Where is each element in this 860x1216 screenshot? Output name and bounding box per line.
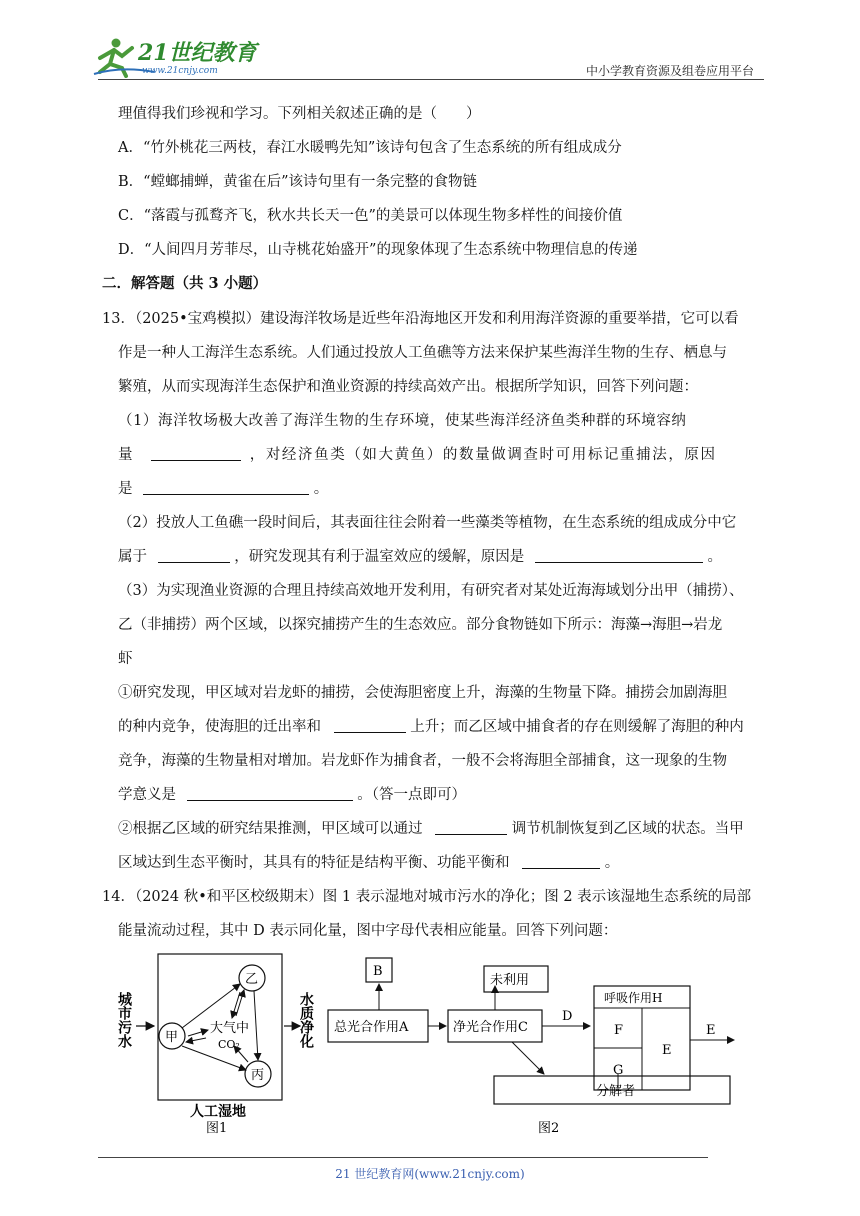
- q13-sub1-line-1: ①研究发现，甲区域对岩龙虾的捕捞，会使海胆密度上升，海藻的生物量下降。捕捞会加剧海胆: [118, 685, 727, 701]
- header-divider: [98, 79, 764, 80]
- fig2-box-unused-label: 未利用: [490, 973, 530, 988]
- fig2-box-g-label: G: [613, 1063, 624, 1078]
- fig2-box-f-label: F: [614, 1023, 624, 1038]
- q14-line-2: 能量流动过程，其中 D 表示同化量，图中字母代表相应能量。回答下列问题：: [118, 923, 618, 939]
- fig1-center-sub: CO₂: [218, 1038, 240, 1051]
- text-fragment: 。（答一点即可）: [357, 787, 466, 803]
- q13-part1-line-3: [118, 479, 328, 499]
- fig1-arrow: [236, 990, 244, 1016]
- text-fragment: 学意义是: [118, 787, 176, 803]
- text-fragment: 调节机制恢复到乙区域的状态。当甲: [511, 821, 744, 837]
- q13-part3-line-3: 虾: [118, 651, 133, 667]
- q13-line-3: 繁殖，从而实现海洋生态保护和渔业资源的持续高效产出。根据所学知识，回答下列问题：: [118, 379, 698, 395]
- answer-blank[interactable]: [151, 446, 241, 461]
- q12-stem-tail: 理值得我们珍视和学习。下列相关叙述正确的是（ ）: [118, 106, 481, 122]
- figures: [110, 950, 740, 1140]
- figure-2: [328, 958, 734, 1136]
- answer-blank[interactable]: [435, 820, 507, 835]
- fig1-input-label: 城市污水: [116, 992, 132, 1048]
- footer-divider: [98, 1157, 708, 1158]
- q13-line-1: 13．（2025•宝鸡模拟）建设海洋牧场是近些年沿海地区开发和利用海洋资源的重要举措，它可以看: [102, 311, 739, 327]
- text-fragment: ，对经济鱼类（如大黄鱼）的数量做调查时可用标记重捕法，原因: [249, 447, 717, 463]
- fig2-box-c-label: 净光合作用C: [453, 1020, 528, 1035]
- answer-blank[interactable]: [522, 854, 600, 869]
- fig2-caption: 图2: [538, 1121, 560, 1136]
- fig1-arrow: [234, 1046, 248, 1062]
- fig1-node-yi-label: 乙: [245, 972, 259, 987]
- text-fragment: 量: [118, 447, 133, 463]
- option-d: D．“人间四月芳菲尽，山寺桃花始盛开”的现象体现了生态系统中物理信息的传递: [118, 242, 638, 258]
- site-logo: [92, 36, 262, 78]
- logo-url: www.21cnjy.com: [142, 66, 218, 76]
- option-c: C．“落霞与孤鹜齐飞，秋水共长天一色”的美景可以体现生物多样性的间接价值: [118, 208, 623, 224]
- fig1-arrow: [188, 1030, 208, 1036]
- text-fragment: ，研究发现其有利于温室效应的缓解，原因是: [234, 549, 525, 565]
- q13-part2-line-1: （2）投放人工鱼礁一段时间后，其表面往往会附着一些藻类等植物，在生态系统的组成成分中它: [118, 515, 737, 531]
- answer-blank[interactable]: [334, 718, 406, 733]
- q13-sub1-line-3: 竞争，海藻的生物量相对增加。岩龙虾作为捕食者，一般不会将海胆全部捕食，这一现象的生物: [118, 753, 727, 769]
- text-fragment: 的种内竞争，使海胆的迁出率和: [118, 719, 321, 735]
- figure-1: [116, 954, 315, 1136]
- answer-blank[interactable]: [535, 548, 703, 563]
- text-fragment: 。: [707, 549, 722, 565]
- fig2-box-a-label: 总光合作用A: [334, 1020, 409, 1035]
- text-fragment: 是: [118, 481, 133, 497]
- fig1-node-jia-label: 甲: [165, 1030, 179, 1045]
- q13-sub2-line-2: [118, 853, 619, 873]
- fig2-box-e-label: E: [662, 1043, 672, 1058]
- answer-blank[interactable]: [158, 548, 230, 563]
- fig1-center-label: 大气中: [210, 1021, 250, 1036]
- text-fragment: 。: [313, 481, 329, 497]
- q13-part3-line-2: 乙（非捕捞）两个区域，以探究捕捞产生的生态效应。部分食物链如下所示：海藻→海胆→岩龙: [118, 617, 723, 633]
- text-fragment: 。: [604, 855, 620, 871]
- fig2-box-decomposer-label: 分解者: [596, 1084, 636, 1099]
- option-b: B．“螳螂捕蝉，黄雀在后”该诗句里有一条完整的食物链: [118, 174, 477, 190]
- answer-blank[interactable]: [187, 786, 353, 801]
- text-fragment: 属于: [118, 549, 147, 565]
- fig2-arrow: [512, 1042, 544, 1074]
- q13-sub1-line-2: [118, 717, 744, 737]
- fig1-output-label: 水质净化: [298, 992, 314, 1048]
- fig1-caption-top: 人工湿地: [190, 1104, 246, 1120]
- section-heading: 二．解答题（共 3 小题）: [102, 275, 268, 292]
- fig2-label-d: D: [562, 1009, 573, 1024]
- q13-part3-line-1: （3）为实现渔业资源的合理且持续高效地开发利用，有研究者对某处近海海域划分出甲（捕捞）、: [118, 583, 744, 599]
- q13-part1-line-1: （1）海洋牧场极大改善了海洋生物的生存环境，使某些海洋经济鱼类种群的环境容纳: [118, 413, 687, 429]
- option-a: A．“竹外桃花三两枝，春江水暖鸭先知”该诗句包含了生态系统的所有组成成分: [118, 140, 622, 156]
- q14-line-1: 14．（2024 秋•和平区校级期末）图 1 表示湿地对城市污水的净化；图 2 表示该湿地生态系统的局部: [102, 889, 752, 905]
- q13-part2-line-2: [118, 547, 722, 567]
- fig1-node-bing-label: 丙: [251, 1068, 265, 1083]
- text-fragment: 区域达到生态平衡时，其具有的特征是结构平衡、功能平衡和: [118, 855, 510, 871]
- fig1-arrow: [232, 992, 240, 1018]
- text-fragment: ②根据乙区域的研究结果推测，甲区域可以通过: [118, 821, 423, 837]
- page-header: [0, 0, 860, 80]
- answer-blank[interactable]: [143, 480, 309, 495]
- fig2-label-e: E: [706, 1023, 716, 1038]
- fig1-arrow: [254, 991, 258, 1060]
- q13-sub2-line-1: [118, 819, 744, 839]
- fig1-caption: 图1: [206, 1121, 228, 1136]
- q13-line-2: 作是一种人工海洋生态系统。人们通过投放人工鱼礁等方法来保护某些海洋生物的生存、栖息与: [118, 345, 727, 361]
- logo-text: 21世纪教育: [138, 40, 257, 66]
- q13-part1-line-2: [118, 445, 717, 465]
- fig1-arrow: [186, 1038, 206, 1042]
- fig2-box-h-label: 呼吸作用H: [604, 991, 663, 1005]
- header-platform-name: 中小学教育资源及组卷应用平台: [585, 64, 754, 78]
- fig2-box-b-label: B: [373, 964, 383, 979]
- footer-link[interactable]: 21 世纪教育网(www.21cnjy.com): [335, 1167, 525, 1181]
- text-fragment: 上升；而乙区域中捕食者的存在则缓解了海胆的种内: [410, 719, 744, 735]
- q13-sub1-line-4: [118, 785, 466, 805]
